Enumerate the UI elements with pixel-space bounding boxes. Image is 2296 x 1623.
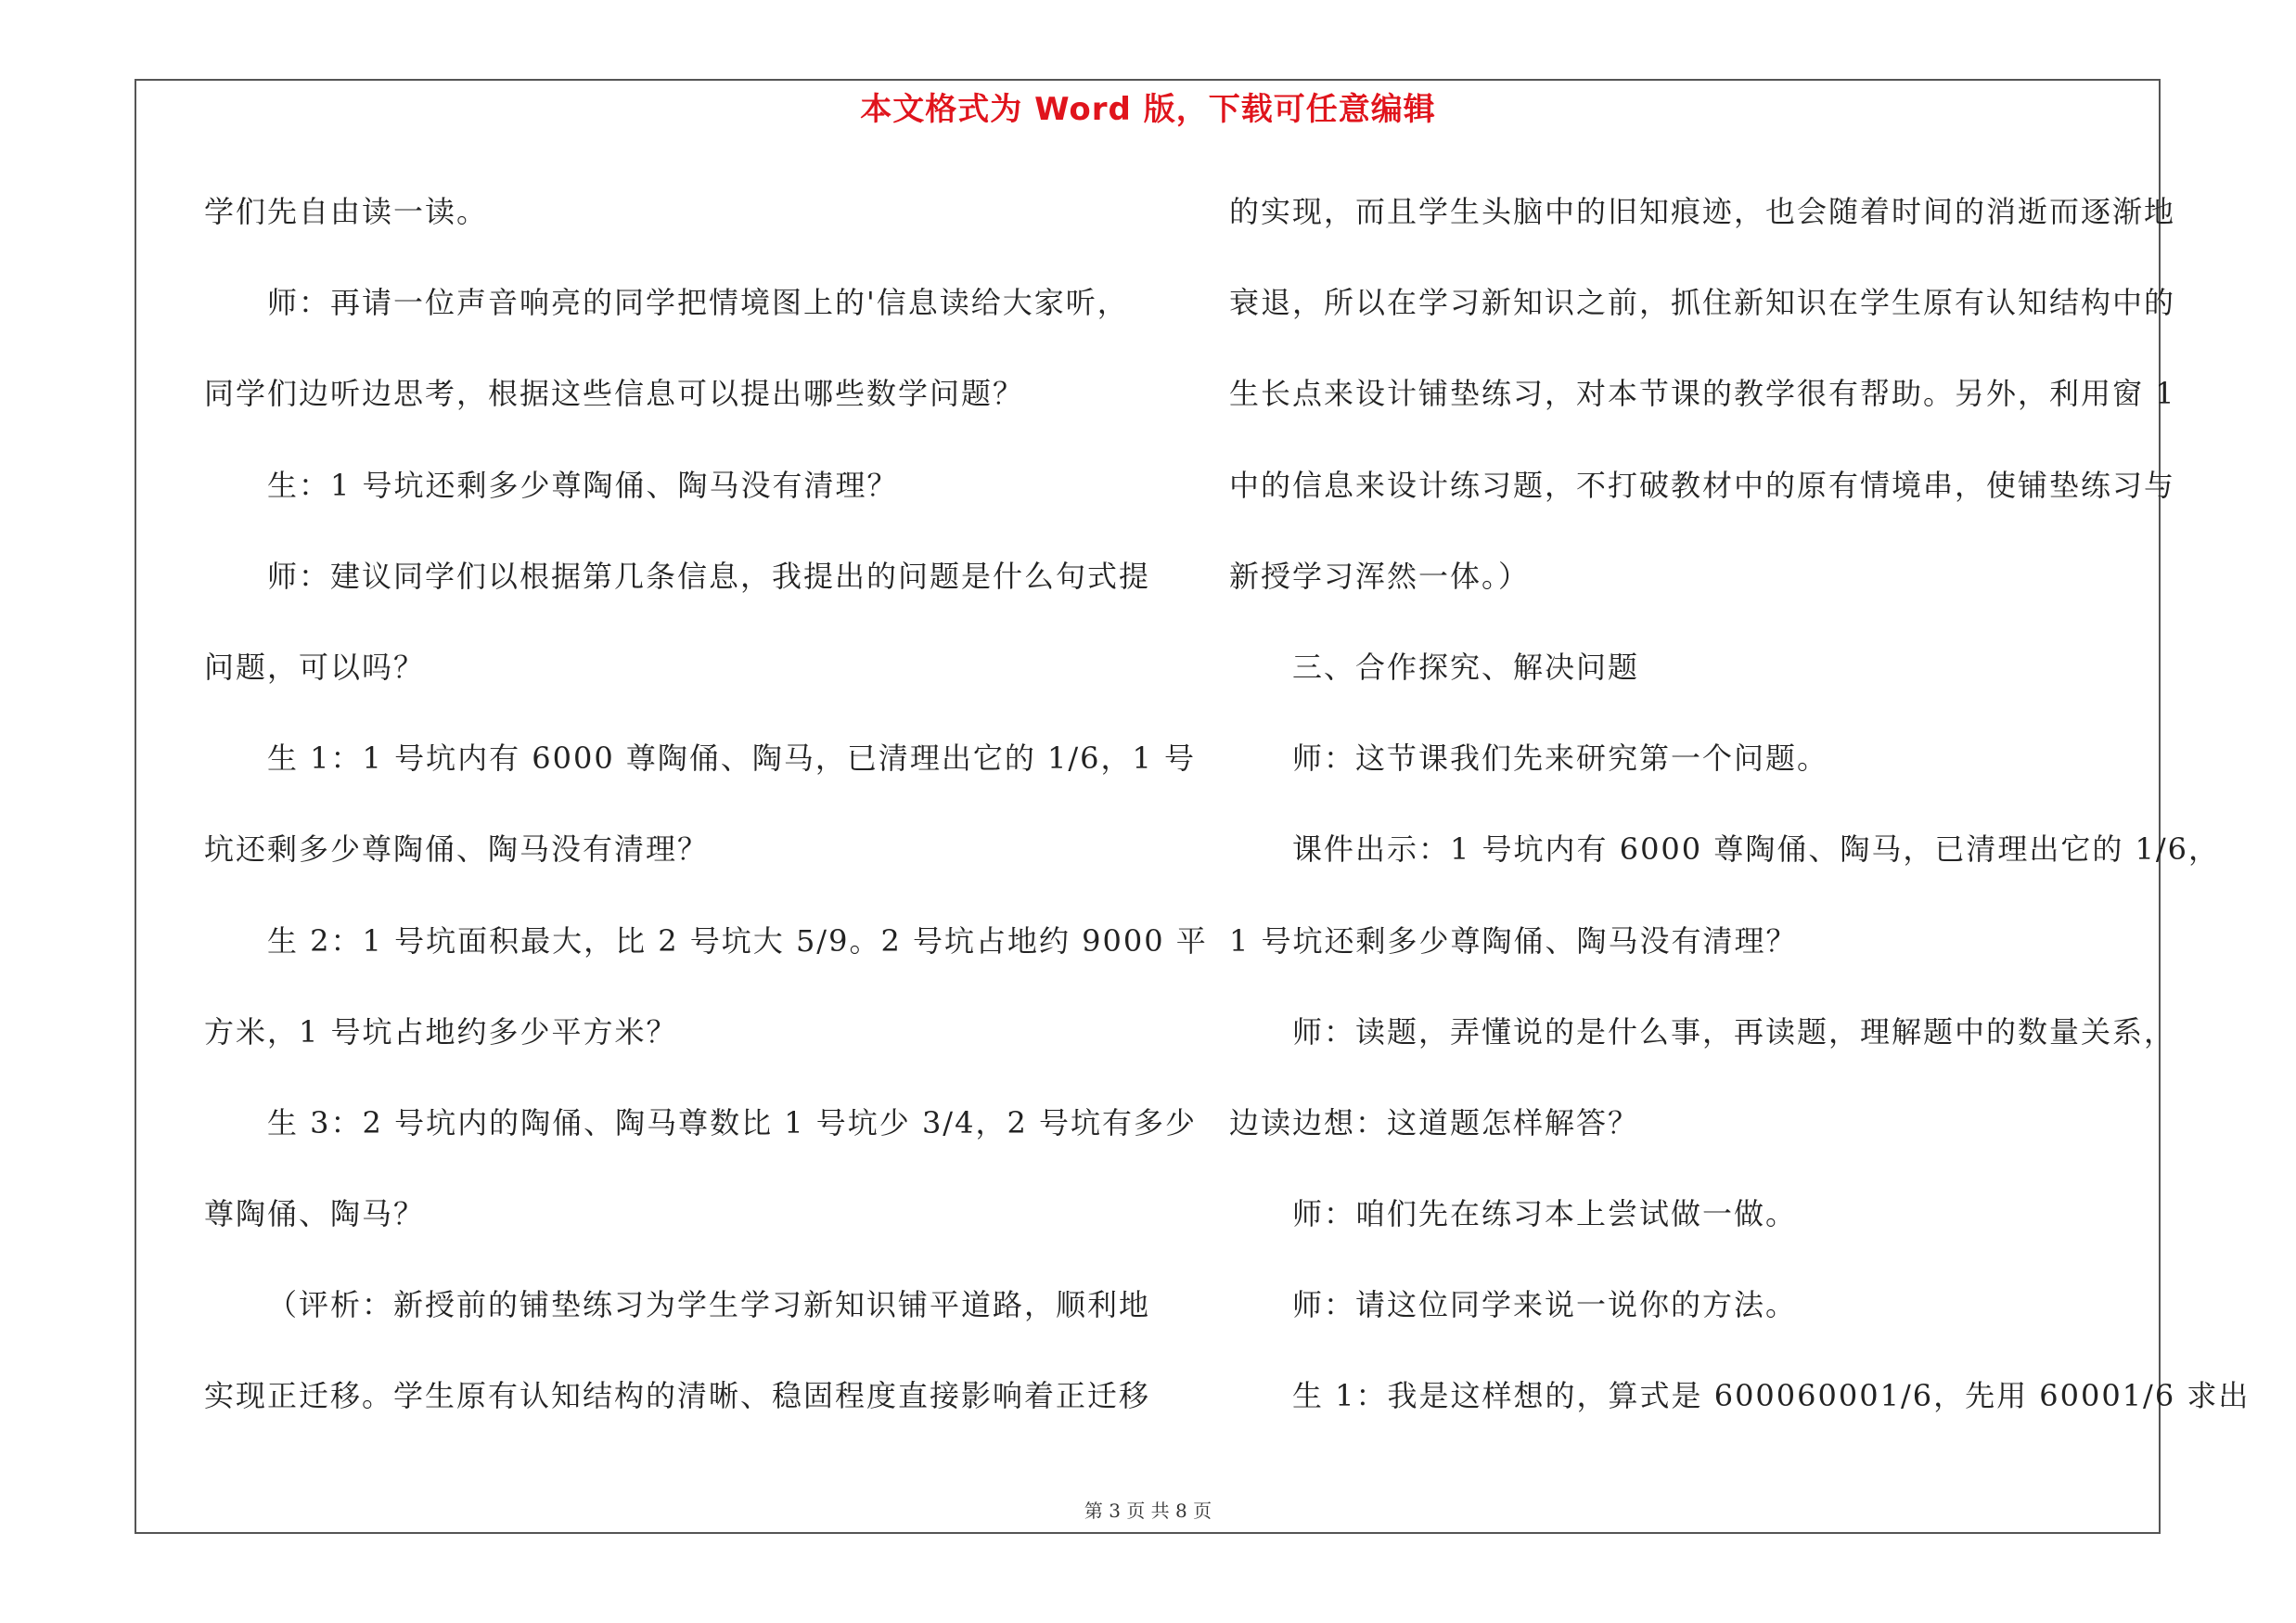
text-line: 生：1 号坑还剩多少尊陶俑、陶马没有清理？ [267,467,899,503]
header-banner: 本文格式为 Word 版，下载可任意编辑 [860,91,1436,128]
text-line: 师：请这位同学来说一说你的方法。 [1292,1287,1798,1323]
text-line: 师：咱们先在练习本上尝试做一做。 [1292,1196,1798,1232]
text-line: 问题，可以吗？ [204,649,426,685]
text-line: 生 2：1 号坑面积最大，比 2 号坑大 5/9。2 号坑占地约 9000 平 [267,922,1208,959]
text-line: 生 3：2 号坑内的陶俑、陶马尊数比 1 号坑少 3/4，2 号坑有多少 [267,1104,1197,1140]
text-line: （评析：新授前的铺垫练习为学生学习新知识铺平道路，顺利地 [267,1287,1151,1323]
text-line: 课件出示：1 号坑内有 6000 尊陶俑、陶马，已清理出它的 1/6， [1292,831,2220,868]
text-line: 的实现，而且学生头脑中的旧知痕迹，也会随着时间的消逝而逐渐地 [1229,194,2176,229]
text-line: 生 1：我是这样想的，算式是 600060001/6，先用 60001/6 求出 [1292,1378,2251,1414]
text-line: 1 号坑还剩多少尊陶俑、陶马没有清理？ [1229,922,1798,959]
right-column [1229,184,2251,1460]
text-line: 方米，1 号坑占地约多少平方米？ [204,1013,678,1050]
left-column [204,184,1208,1460]
text-line: 师：建议同学们以根据第几条信息，我提出的问题是什么句式提 [267,558,1151,594]
page-footer: 第 3 页 共 8 页 [1084,1500,1212,1522]
text-line: 中的信息来设计练习题，不打破教材中的原有情境串，使铺垫练习与 [1229,467,2176,503]
text-line: 三、合作探究、解决问题 [1292,649,1640,685]
text-line: 尊陶俑、陶马？ [204,1196,426,1232]
text-line: 学们先自由读一读。 [204,194,489,229]
text-line: 师：再请一位声音响亮的同学把情境图上的'信息读给大家听， [267,285,1129,321]
text-line: 新授学习浑然一体。） [1229,558,1531,594]
text-line: 生 1：1 号坑内有 6000 尊陶俑、陶马，已清理出它的 1/6，1 号 [267,741,1197,777]
text-line: 生长点来设计铺垫练习，对本节课的教学很有帮助。另外，利用窗 1 [1229,376,2176,412]
text-line: 实现正迁移。学生原有认知结构的清晰、稳固程度直接影响着正迁移 [204,1378,1151,1414]
text-line: 坑还剩多少尊陶俑、陶马没有清理？ [204,831,710,868]
text-line: 师：这节课我们先来研究第一个问题。 [1292,741,1829,777]
text-line: 边读边想：这道题怎样解答？ [1229,1104,1640,1140]
text-line: 衰退，所以在学习新知识之前，抓住新知识在学生原有认知结构中的 [1229,285,2176,321]
text-line: 师：读题，弄懂说的是什么事，再读题，理解题中的数量关系， [1292,1013,2176,1050]
text-line: 同学们边听边思考，根据这些信息可以提出哪些数学问题？ [204,376,1025,412]
